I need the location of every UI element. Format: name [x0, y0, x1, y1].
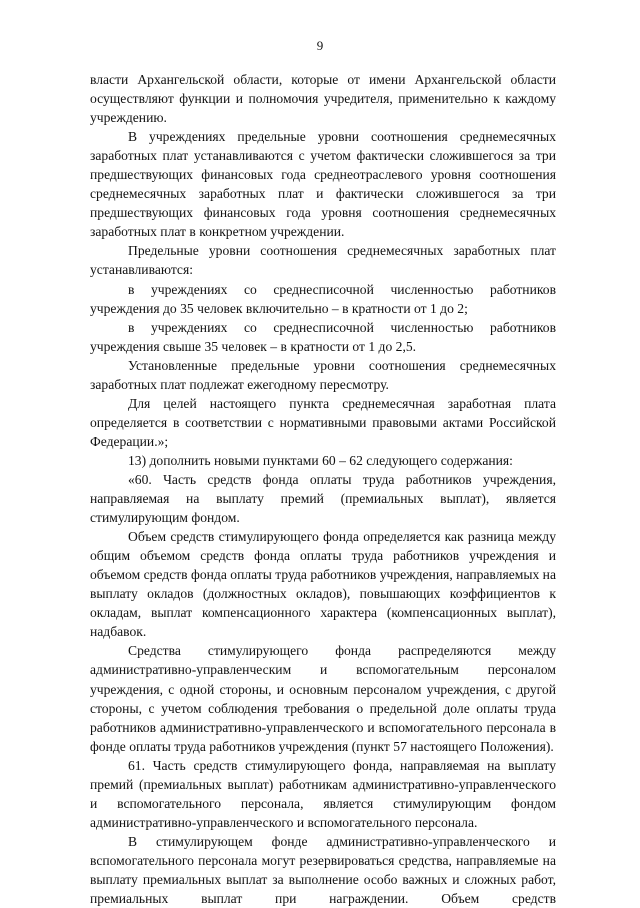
paragraph: В учреждениях предельные уровни соотношения среднемесячных заработных плат устанавливаются с учетом фактически сложившегося за три предшествующих финансовых года среднеотраслевого уровня соотношения среднемесячных заработных плат и фактически сложившегося за три предшествующих финансовых года уровня соотношения среднемесячных заработных плат в конкретном учреждении.	[90, 129, 556, 240]
paragraph: в учреждениях со среднесписочной численностью работников учреждения до 35 человек включительно – в кратности от 1 до 2;	[90, 281, 556, 316]
paragraph: Средства стимулирующего фонда распределяются между административно-управленческим и вспомогательным персоналом учреждения, с одной стороны, и основным персоналом учреждения, с другой стороны, с учетом соблюдения требования о предельной доле оплаты труда работников административно-управленческого и вспомогательного персонала в фонде оплаты труда работников учреждения (пункт 57 настоящего Положения).	[90, 643, 556, 754]
paragraph: «60. Часть средств фонда оплаты труда работников учреждения, направляемая на выплату премий (премиальных выплат), является стимулирующим фондом.	[90, 471, 556, 526]
paragraph: В стимулирующем фонде административно-управленческого и вспомогательного персонала могут резервироваться средства, направляемые на выплату премиальных выплат за выполнение особо важных и сложных работ, премиальных выплат при награждении. Объем средств	[90, 833, 556, 907]
paragraph: Предельные уровни соотношения среднемесячных заработных плат устанавливаются:	[90, 243, 556, 278]
paragraph: власти Архангельской области, которые от имени Архангельской области осуществляют функции и полномочия учредителя, применительно к каждому учреждению.	[90, 72, 556, 126]
document-body	[90, 70, 556, 908]
paragraph: 13) дополнить новыми пунктами 60 – 62 следующего содержания:	[128, 452, 513, 468]
paragraph: Установленные предельные уровни соотношения среднемесячных заработных плат подлежат ежегодному пересмотру.	[90, 357, 556, 392]
paragraph: Для целей настоящего пункта среднемесячная заработная плата определяется в соответствии с нормативными правовыми актами Российской Федерации.»;	[90, 395, 556, 449]
paragraph: в учреждениях со среднесписочной численностью работников учреждения свыше 35 человек – в кратности от 1 до 2,5.	[90, 319, 556, 354]
page-number: 9	[316, 38, 324, 53]
paragraph: 61. Часть средств стимулирующего фонда, направляемая на выплату премий (премиальных выплат) работникам административно-управленческого и вспомогательного персонала, является стимулирующим фондом административно-управленческого и вспомогательного персонала.	[90, 757, 556, 830]
paragraph: Объем средств стимулирующего фонда определяется как разница между общим объемом средств фонда оплаты труда работников учреждения и объемом средств фонда оплаты труда работников учреждения, направляемых на выплату окладов (должностных окладов), повышающих коэффициентов к окладам, выплат компенсационного характера (компенсационных выплат), надбавок.	[90, 529, 556, 640]
